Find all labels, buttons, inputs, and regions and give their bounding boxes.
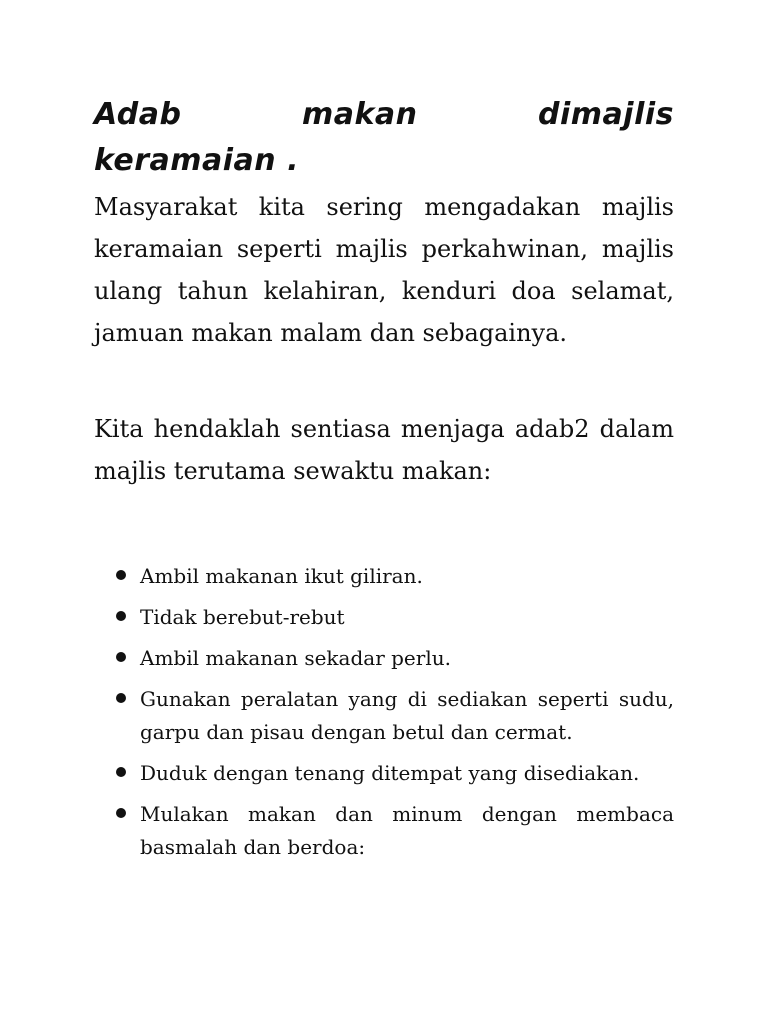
bullet-icon (116, 652, 126, 662)
list-item (94, 798, 674, 864)
list-item (94, 601, 674, 634)
list-item-text: Ambil makanan ikut giliran. (140, 564, 423, 588)
list-item (94, 683, 674, 749)
list-item (94, 757, 674, 790)
document-page (94, 92, 674, 872)
bullet-icon (116, 693, 126, 703)
document-title (94, 92, 674, 184)
bullet-icon (116, 808, 126, 818)
etiquette-intro-paragraph: Kita hendaklah sentiasa menjaga adab2 dalam majlis terutama sewaktu makan: (94, 415, 674, 485)
list-item-text: Tidak berebut-rebut (140, 605, 345, 629)
intro-paragraph: Masyarakat kita sering mengadakan majlis keramaian seperti majlis perkahwinan, majlis ulang tahun kelahiran, kenduri doa selamat, jamuan makan malam dan sebagainya. (94, 193, 674, 347)
title-line-2: keramaian . (94, 143, 299, 178)
list-item (94, 642, 674, 675)
title-line-1: Adab makan dimajlis (94, 97, 674, 132)
etiquette-list (94, 560, 674, 864)
list-item (94, 560, 674, 593)
list-item-text: Duduk dengan tenang ditempat yang disediakan. (140, 761, 640, 785)
list-item-text: Ambil makanan sekadar perlu. (140, 646, 451, 670)
list-item-text: Gunakan peralatan yang di sediakan seperti sudu, garpu dan pisau dengan betul dan cermat. (140, 687, 674, 744)
bullet-icon (116, 767, 126, 777)
bullet-icon (116, 570, 126, 580)
list-item-text: Mulakan makan dan minum dengan membaca basmalah dan berdoa: (140, 802, 674, 859)
bullet-icon (116, 611, 126, 621)
